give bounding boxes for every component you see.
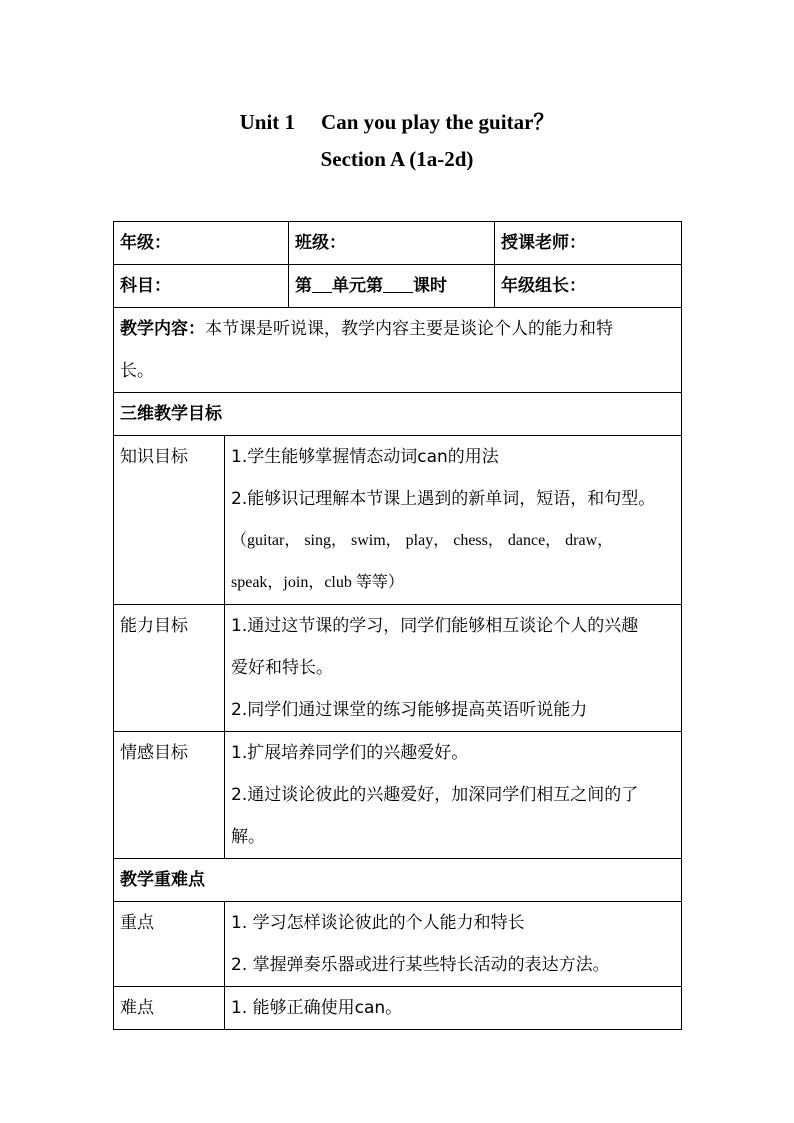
- header-row-1: [114, 222, 682, 265]
- key-point-2: 2. 掌握弹奏乐器或进行某些特长活动的表达方法。: [231, 955, 610, 975]
- focus-heading-row: [114, 859, 682, 902]
- knowledge-row: [114, 436, 682, 605]
- knowledge-vocab-1: （guitar， sing， swim， play， chess， dance， draw，: [231, 532, 614, 549]
- emotion-item-2a: 2.通过谈论彼此的兴趣爱好，加深同学们相互之间的了: [231, 785, 639, 805]
- emotion-content: [225, 732, 682, 859]
- page-title: [0, 106, 794, 136]
- grade-cell: [114, 222, 289, 265]
- unit-prefix: 第: [295, 276, 312, 296]
- emotion-row: [114, 732, 682, 859]
- ability-label: 能力目标: [114, 605, 225, 732]
- section-title: Section A (1a-2d): [320, 147, 474, 171]
- class-label: 班级：: [295, 233, 346, 253]
- lesson-number-blank: [383, 274, 413, 293]
- unit-label: Unit 1: [239, 110, 296, 134]
- header-row-2: [114, 265, 682, 308]
- ability-item-1a: 1.通过这节课的学习，同学们能够相互谈论个人的兴趣: [231, 616, 639, 636]
- subject-label: 科目：: [120, 276, 171, 296]
- class-cell: [289, 222, 495, 265]
- key-point-1: 1. 学习怎样谈论彼此的个人能力和特长: [231, 913, 525, 933]
- unit-suffix: 课时: [413, 276, 447, 296]
- knowledge-item-1: 1.学生能够掌握情态动词can的用法: [231, 447, 499, 467]
- knowledge-item-2: 2.能够识记理解本节课上遇到的新单词，短语，和句型。: [231, 489, 656, 509]
- unit-question: Can you play the guitar？: [321, 110, 555, 134]
- content-cell: [114, 308, 682, 393]
- objectives-heading-row: [114, 393, 682, 436]
- key-points-row: [114, 902, 682, 987]
- lesson-plan-table: [113, 221, 682, 1030]
- unit-middle: 单元第: [332, 276, 383, 296]
- grade-label: 年级：: [120, 233, 171, 253]
- difficult-points-content: [225, 987, 682, 1030]
- difficult-points-row: [114, 987, 682, 1030]
- key-points-label: 重点: [114, 902, 225, 987]
- content-row: [114, 308, 682, 393]
- emotion-item-1: 1.扩展培养同学们的兴趣爱好。: [231, 743, 469, 763]
- group-leader-cell: [495, 265, 682, 308]
- difficult-points-label: 难点: [114, 987, 225, 1030]
- key-points-content: [225, 902, 682, 987]
- difficult-point-1: 1. 能够正确使用can。: [231, 998, 403, 1018]
- unit-number-blank: [312, 274, 332, 293]
- knowledge-content: [225, 436, 682, 605]
- emotion-label: 情感目标: [114, 732, 225, 859]
- content-label: 教学内容：: [120, 319, 205, 339]
- group-leader-label: 年级组长：: [501, 276, 586, 296]
- focus-heading: 教学重难点: [114, 859, 682, 902]
- teacher-cell: [495, 222, 682, 265]
- ability-item-2: 2.同学们通过课堂的练习能够提高英语听说能力: [231, 700, 588, 720]
- teacher-label: 授课老师：: [501, 233, 586, 253]
- knowledge-label: 知识目标: [114, 436, 225, 605]
- ability-content: [225, 605, 682, 732]
- subject-cell: [114, 265, 289, 308]
- knowledge-vocab-2: speak，join，club 等等）: [231, 574, 404, 591]
- content-text-2: 长。: [120, 361, 154, 381]
- content-text-1: 本节课是听说课，教学内容主要是谈论个人的能力和特: [205, 319, 613, 339]
- ability-row: [114, 605, 682, 732]
- emotion-item-2b: 解。: [231, 827, 265, 847]
- unit-lesson-cell: [289, 265, 495, 308]
- objectives-heading: 三维教学目标: [114, 393, 682, 436]
- ability-item-1b: 爱好和特长。: [231, 658, 333, 678]
